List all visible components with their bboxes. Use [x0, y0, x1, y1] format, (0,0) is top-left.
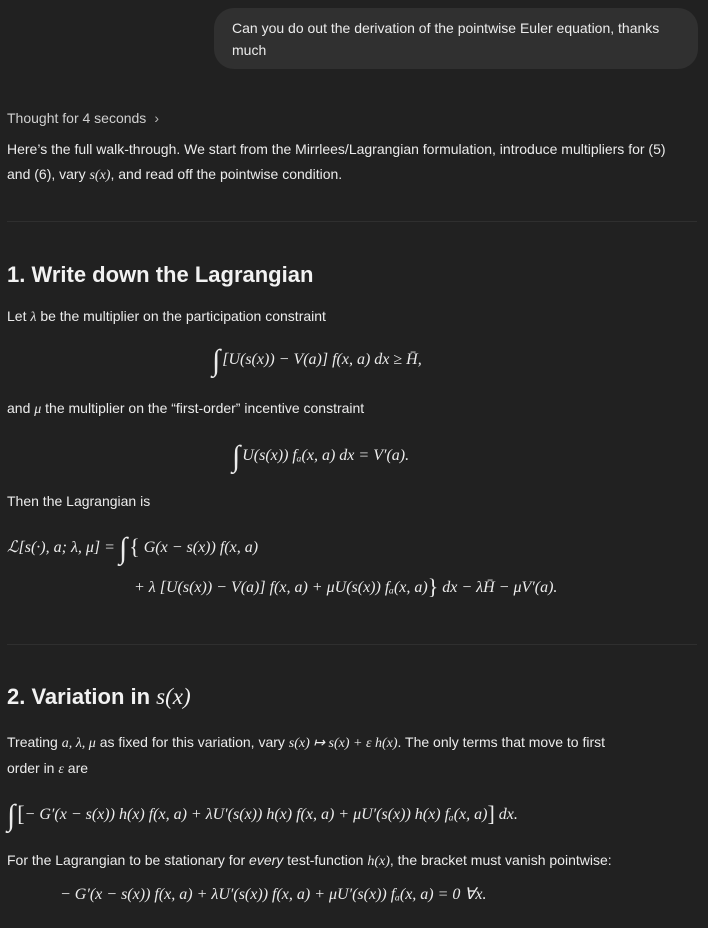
section2-p1-a: Treating — [7, 734, 62, 750]
mu-symbol: μ — [34, 402, 42, 417]
section2-variation: s(x) ↦ s(x) + ε h(x) — [288, 736, 398, 751]
section2-h: h(x) — [367, 854, 390, 869]
section2-every: every — [249, 852, 284, 868]
chevron-right-icon: › — [154, 110, 159, 126]
lagrangian-rhs-line1: G(x − s(x)) f(x, a) — [143, 539, 259, 556]
user-message-bubble — [214, 8, 698, 69]
equation-participation — [212, 344, 422, 377]
equation-incentive-body: U(s(x)) fₐ(x, a) dx = V′(a). — [242, 447, 410, 464]
lambda-symbol: λ — [30, 310, 37, 325]
section1-p3: Then the Lagrangian is — [7, 493, 151, 509]
section2-vars: a, λ, μ — [61, 736, 96, 751]
section1-p2-a: and — [7, 400, 35, 416]
section2-heading-text: 2. Variation in — [7, 684, 157, 709]
lagrangian-lhs: ℒ[s(·), a; λ, μ] = — [7, 539, 115, 556]
section2-p3 — [7, 848, 707, 874]
equation-euler: − G′(x − s(x)) f(x, a) + λU′(s(x)) f(x, a) + μU′(s(x)) fₐ(x, a) = 0 ∀x. — [60, 886, 487, 903]
equation-first-variation — [7, 799, 518, 832]
section2-heading-math: s(x) — [156, 684, 191, 709]
first-variation-body: − G′(x − s(x)) h(x) f(x, a) + λU′(s(x)) h(x) f(x, a) + μU′(s(x)) h(x) fₐ(x, a) — [24, 806, 488, 823]
section1-p1-a: Let — [7, 308, 31, 324]
intro-math-s: s(x) — [89, 168, 111, 183]
first-variation-tail: dx. — [498, 806, 518, 823]
intro-text-b1: and (6), vary — [7, 166, 90, 182]
intro-text-b2: , and read off the pointwise condition. — [110, 166, 343, 182]
lagrangian-rhs-line2: + λ [U(s(x)) − V(a)] f(x, a) + μU(s(x)) fₐ(x, a) — [134, 579, 428, 596]
section2-heading — [7, 684, 191, 710]
user-message-text: Can you do out the derivation of the pointwise Euler equation, thanks much — [232, 20, 660, 58]
section2-p3-b: test-function — [283, 852, 368, 868]
section2-p1 — [7, 730, 707, 782]
lagrangian-tail: dx − λH̄ − μV′(a). — [442, 579, 558, 596]
section1-heading: 1. Write down the Lagrangian — [7, 262, 314, 287]
equation-incentive — [232, 440, 410, 473]
right-brace: } — [427, 574, 439, 599]
thought-label: Thought for 4 seconds — [7, 110, 147, 126]
section2-p1-b: as fixed for this variation, vary — [95, 734, 289, 750]
divider — [7, 644, 697, 645]
section1-p2-b: the multiplier on the “first-order” incentive constraint — [41, 400, 365, 416]
integral-sign: ∫ — [7, 799, 16, 832]
section2-p1-c: . The only terms that move to first — [397, 734, 605, 750]
right-bracket: ] — [487, 801, 495, 826]
section2-p2-b: are — [63, 760, 89, 776]
section1-p1-b: be the multiplier on the participation constraint — [36, 308, 326, 324]
equation-lagrangian-line2 — [134, 574, 557, 599]
equation-lagrangian-line1 — [7, 532, 259, 565]
divider — [7, 221, 697, 222]
epsilon-symbol: ε — [58, 762, 64, 777]
intro-text-a: Here’s the full walk-through. We start from the Mirrlees/Lagrangian formulation, introduce multipliers for (5) — [7, 141, 666, 157]
section1-p1 — [7, 304, 326, 330]
section1-p2 — [7, 396, 364, 422]
left-bracket: [ — [17, 801, 25, 826]
thought-toggle[interactable] — [7, 110, 159, 126]
integral-sign: ∫ — [212, 344, 221, 377]
section2-p2-a: order in — [7, 760, 59, 776]
intro-paragraph — [7, 137, 707, 188]
section2-p3-a: For the Lagrangian to be stationary for — [7, 852, 250, 868]
integral-sign: ∫ — [232, 440, 241, 473]
section2-p3-c: , the bracket must vanish pointwise: — [389, 852, 612, 868]
left-brace: { — [129, 534, 140, 559]
equation-participation-body: [U(s(x)) − V(a)] f(x, a) dx ≥ H̄, — [222, 351, 422, 368]
integral-sign: ∫ — [118, 532, 128, 565]
